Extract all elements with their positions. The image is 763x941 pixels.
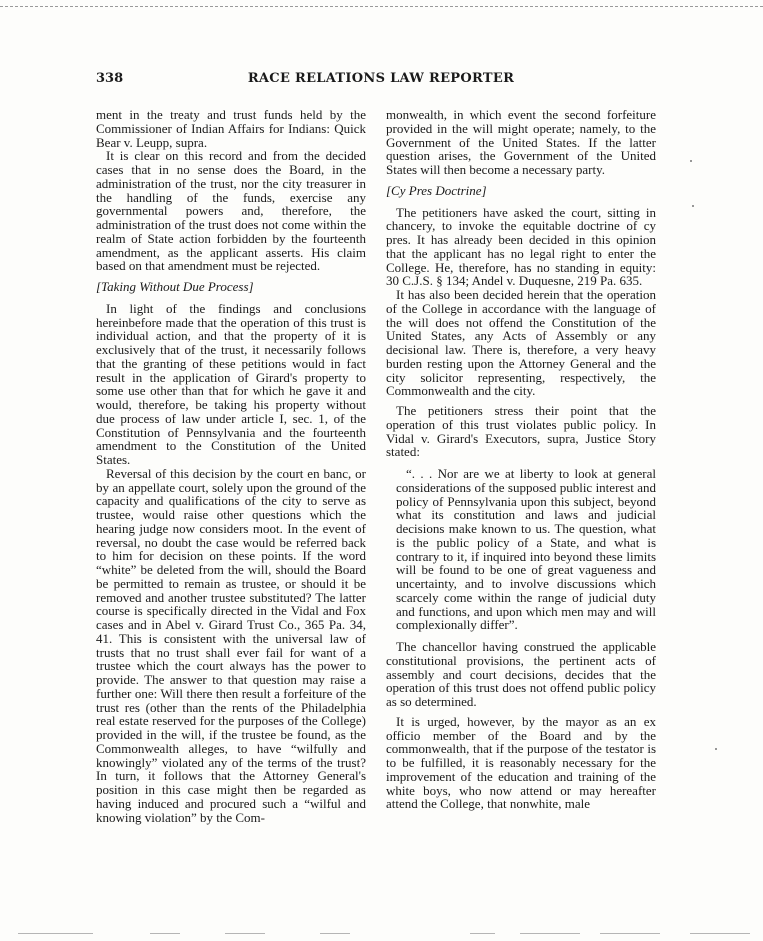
paragraph: monwealth, in which event the second forfeiture provided in the will might operate; namely, to the Government of the United States. If the latter question arises, the Government of the United States will then become a necessary party. [386,107,656,177]
section-heading: [Cy Pres Doctrine] [386,182,487,198]
block-quote: “. . . Nor are we at liberty to look at general considerations of the supposed public interest and policy of Pennsylvania upon this subject, beyond what its constitution and laws and judicial decisions make known to us. The question, what is the public policy of a State, and what is contrary to it, if inquired into beyond these limits will be found to be one of great vagueness and uncertainty, and to involve discussions which scarcely come within the range of judicial duty and functions, and upon which men may and will complexionally differ”. [396,466,656,633]
scan-speck [715,748,717,750]
paragraph: The petitioners have asked the court, sitting in chancery, to invoke the equitable doctrine of cy pres. It has already been decided in this opinion that the applicant has no legal right to enter the College. He, therefore, has no standing in equity: 30 C.J.S. § 134; Andel v. Duquesne, 219 Pa. 635. [386,204,656,289]
paragraph: In light of the findings and conclusions hereinbefore made that the operation of this trust is individual action, and that the property of it is exclusively that of the trust, it necessarily follows that the granting of these petitions would in fact result in the application of Girard's property to some use other than that for which he gave it and would, therefore, be taking his property without due process of law under article I, sec. 1, of the Constitution of Pennsylvania and the fourteenth amendment to the Constitution of the United States. [96,300,366,467]
top-scan-border [0,6,763,7]
paragraph: Reversal of this decision by the court en banc, or by an appellate court, solely upon the ground of the capacity and qualifications of the city to serve as trustee, would raise other questions which the hearing judge now considers moot. In the event of reversal, no doubt the case would be referred back to him for decision on these points. If the word “white” be deleted from the will, should the Board be permitted to remain as trustee, or should it be removed and another trustee substituted? The latter course is specifically directed in the Vidal and Fox cases and in Abel v. Girard Trust Co., 365 Pa. 34, 41. This is consistent with the universal law of trusts that no trust shall ever fail for want of a trustee which the court always has the power to provide. The answer to that question may raise a further one: Will there then result a forfeiture of the trust res (other than the rents of the Philadelphia real estate reserved for the purposes of the College) provided in the will, if the trustee be found, as the Commonwealth alleges, to have “wilfully and knowingly” violated any of the terms of the trust? In turn, it follows that the Attorney General's position in this case might then be regarded as having induced and procured such a “wilful and knowing violation” by the Com- [96,465,366,825]
page-header [96,71,666,91]
running-title: RACE RELATIONS LAW REPORTER [247,71,515,86]
right-column [386,108,656,811]
bottom-scan-border [0,933,763,935]
scan-speck [692,205,694,207]
paragraph: The petitioners stress their point that the operation of this trust violates public policy. In Vidal v. Girard's Executors, supra, Justice Story stated: [386,403,656,460]
paragraph: It has also been decided herein that the operation of the College in accordance with the language of the will does not offend the Constitution of the United States, any Acts of Assembly or any decisional law. There is, therefore, a very heavy burden resting upon the Attorney General and the city solicitor representing, respectively, the Commonwealth and the city. [386,287,656,399]
paragraph: It is urged, however, by the mayor as an ex officio member of the Board and by the commonwealth, that if the purpose of the testator is to be fulfilled, it is reasonably necessary for the improvement of the education and training of the white boys, who now attend or may hereafter attend the College, that nonwhite, male [386,713,656,812]
paragraph: It is clear on this record and from the decided cases that in no sense does the Board, in the administration of the trust, nor the city treasurer in the handling of the funds, exercise any governmental powers and, therefore, the administration of the trust does not come within the realm of State action forbidden by the fourteenth amendment, as the applicant asserts. His claim based on that amendment must be rejected. [96,148,366,274]
section-heading: [Taking Without Due Process] [96,279,254,294]
page-number: 338 [96,71,124,86]
paragraph: ment in the treaty and trust funds held by the Commissioner of Indian Affairs for Indians: Quick Bear v. Leupp, supra. [96,107,366,150]
paragraph: The chancellor having construed the applicable constitutional provisions, the pertinent acts of assembly and court decisions, decides that the operation of this trust does not offend public policy as so determined. [386,639,656,709]
left-column [96,108,366,824]
scan-speck [690,160,692,162]
